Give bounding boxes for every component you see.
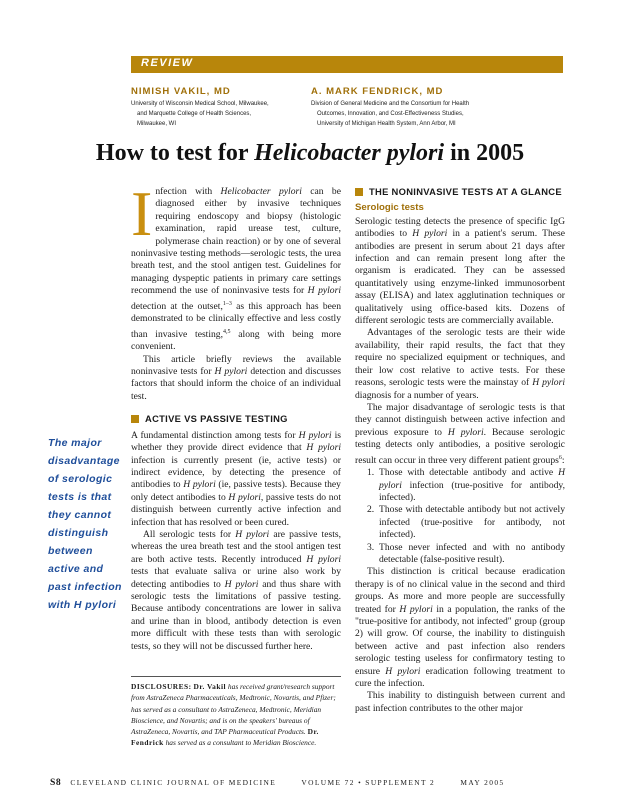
italic-text: H pylori <box>224 578 259 590</box>
author-2 <box>311 86 469 129</box>
author-2-aff-line: Outcomes, Innovation, and Cost-Effectiveness Studies, <box>317 111 464 117</box>
list-number: 2. <box>367 504 375 516</box>
body-text: infection is currently present (ie, active tests) or indirect evidence, by detecting the presence of antibodies to <box>131 454 341 491</box>
italic-text: H pylori <box>385 665 421 677</box>
italic-text: H pylori <box>447 426 484 438</box>
body-text: diagnosis for a number of years. <box>355 389 479 401</box>
italic-text: Helicobacter pylori <box>220 186 302 197</box>
author-2-aff-line: University of Michigan Health System, Ann Arbor, MI <box>317 121 456 127</box>
body-text: , passive tests do not distinguish between currently active infection and infection that has resolved or been cured. <box>131 491 341 528</box>
italic-text: H pylori <box>235 528 270 540</box>
italic-text: H pylori <box>183 479 216 491</box>
italic-text: H pylori <box>228 491 261 503</box>
body-text: Those with detectable antibody and active <box>379 467 559 479</box>
author-1-aff-line: and Marquette College of Health Sciences, <box>137 111 252 117</box>
body-text: has served as a consultant to Meridian Bioscience. <box>163 738 317 748</box>
numbered-list <box>367 467 565 566</box>
body-text: Advantages of the serologic tests are their wide availability, their rapid results, the fact that they require no specialized equipment or techniques, and their low cost relative to active tests. For these reasons, serologic tests were the mainstay of <box>355 327 565 389</box>
journal-volume: VOLUME 72 • SUPPLEMENT 2 <box>301 778 436 787</box>
body-text: in a population, the ranks of the "true-positive for antibody, not infected" group (group 2) will grow. Of course, the inability to distinguish between active and past infection also renders serologic testing useless for confirmatory testing to ensure <box>355 603 565 677</box>
paragraph <box>355 690 565 715</box>
section-tag <box>131 56 563 73</box>
body-text: are passive tests, whereas the urea breath test and the stool antigen test are both active tests. Recently introduced <box>131 528 341 565</box>
citation-superscript: 4,5 <box>223 328 231 335</box>
drop-cap: I <box>131 178 153 249</box>
body-text: Serologic testing detects the presence of specific IgG antibodies to <box>355 215 565 240</box>
body-text: : <box>561 454 565 466</box>
bold-text: Dr. Vakil <box>193 682 227 691</box>
author-2-name: A. MARK FENDRICK, MD <box>311 86 444 97</box>
italic-text: H pylori <box>399 603 433 615</box>
pull-quote-text: The major disadvantage of serologic tests is that they cannot distinguish between active and past infection with <box>48 437 122 611</box>
author-2-affiliation <box>311 99 469 129</box>
pull-quote-italic: H pylori <box>73 599 117 611</box>
author-1-name: NIMISH VAKIL, MD <box>131 86 231 97</box>
italic-text: H pylori <box>412 228 448 240</box>
section-heading-text: ACTIVE VS PASSIVE TESTING <box>145 413 288 425</box>
square-bullet-icon <box>355 188 363 196</box>
pull-quote <box>48 434 128 614</box>
citation-superscript: 6 <box>558 454 562 461</box>
list-number: 1. <box>367 467 375 479</box>
body-text: Those with detectable antibody but not actively infected (true-positive for antibody, not infected). <box>379 504 565 541</box>
bold-text: Dr. Fendrick <box>131 727 319 748</box>
section-heading-text: THE NONINVASIVE TESTS AT A GLANCE <box>369 186 562 197</box>
disclosures <box>131 676 341 749</box>
list-number: 3. <box>367 541 375 553</box>
author-1 <box>131 86 269 129</box>
title-italic: Helicobacter pylori <box>254 140 445 166</box>
section-heading <box>131 413 341 425</box>
page-number: S8 <box>50 777 62 788</box>
list-item <box>367 467 565 504</box>
italic-text: H pylori <box>298 429 332 441</box>
body-text: This distinction is critical because eradication therapy is of no clinical value in the second and third groups. As more and more people are successfully treated for <box>355 566 565 615</box>
body-text: and thus share with serologic tests the limitations of passive testing. Because antibody concentrations are lower in saliva and urine than in blood, antibody detection is even more difficult with these tests than with serologic tests, so they will not be discussed further here. <box>131 578 341 652</box>
title-text: How to test for <box>95 140 255 166</box>
left-column <box>131 178 341 653</box>
body-text: nfection with <box>155 186 221 197</box>
author-1-aff-line: Milwaukee, WI <box>137 121 177 127</box>
italic-text: H pylori <box>307 285 341 297</box>
paragraph <box>355 216 565 328</box>
list-item <box>367 542 565 567</box>
italic-text: H pylori <box>306 553 341 565</box>
section-heading <box>355 186 565 198</box>
italic-text: H pylori <box>379 467 565 491</box>
body-text: All serologic tests for <box>143 528 236 540</box>
subheading: Serologic tests <box>355 202 424 214</box>
body-text: The major disadvantage of serologic tests is that they cannot distinguish between active infection and previous exposure to <box>355 401 565 438</box>
author-1-affiliation <box>131 99 269 129</box>
body-text: detection and discusses factors that should inform the choice of an individual test. <box>131 366 341 402</box>
body-text: eradication following treatment to cure the infection. <box>355 665 566 690</box>
author-2-aff-line: Division of General Medicine and the Consortium for Health <box>311 101 470 107</box>
section-tag-label: REVIEW <box>141 57 194 69</box>
paragraph <box>131 430 341 529</box>
body-text: detection at the outset, <box>131 300 223 312</box>
journal-name: CLEVELAND CLINIC JOURNAL OF MEDICINE <box>70 778 277 787</box>
body-text: A fundamental distinction among tests for <box>131 429 299 441</box>
title-text: in 2005 <box>444 140 525 166</box>
square-bullet-icon <box>131 415 139 423</box>
right-column <box>355 186 565 715</box>
body-text: Those never infected and with no antibody detectable (false-positive result). <box>379 541 565 565</box>
paragraph <box>131 354 341 404</box>
disclosures-label: DISCLOSURES: <box>131 682 192 691</box>
citation-superscript: 1–3 <box>222 300 232 307</box>
disclosures-text <box>131 682 336 747</box>
body-text: has received grant/research support from AstraZeneca Pharmaceuticals, Medtronic, Novartis, and Pfizer; has served as a consultant to AstraZeneca, Medtronic, Meridian Bioscience, and Novartis; and is on the speakers' bureaus of AstraZeneca, Novartis, and TAP Pharmaceutical Products. <box>131 682 336 737</box>
italic-text: H pylori <box>214 366 248 378</box>
paragraph <box>355 566 565 690</box>
body-text: along with being more convenient. <box>131 328 341 353</box>
italic-text: H pylori <box>306 442 341 454</box>
paragraph <box>355 327 565 401</box>
italic-text: H pylori <box>532 377 566 389</box>
body-text: tests that evaluate saliva or urine also work by detecting antibodies to <box>131 566 341 590</box>
body-text: . Because serologic testing detects only antibodies, a positive serologic result can occur in three very different patient groups <box>355 426 565 466</box>
paragraph <box>355 402 565 467</box>
list-item <box>367 504 565 541</box>
body-text: infection (true-positive for antibody, infected). <box>379 479 565 503</box>
article-title <box>0 140 620 167</box>
body-text: This inability to distinguish between current and past infection contributes to the other major <box>355 690 565 714</box>
journal-date: MAY 2005 <box>460 778 505 787</box>
body-text: as this approach has been demonstrated to be clinically effective and less costly than invasive testing, <box>131 300 341 340</box>
paragraph <box>131 529 341 653</box>
author-1-aff-line: University of Wisconsin Medical School, Milwaukee, <box>131 101 269 107</box>
page-footer <box>50 777 570 788</box>
body-text: is whether they provide direct evidence that <box>131 429 341 454</box>
body-text: in a patient's serum. These antibodies are present in serum about 21 days after infection and can remain present long after the organism is eradicated. They can be assessed quantitatively using enzyme-linked immunosorbent assay (ELISA) and latex agglutination techniques or qualitatively using office-based kits. Dozens of different serologic tests are commercially available. <box>355 228 566 327</box>
intro-paragraph <box>131 178 341 354</box>
body-text: (ie, passive tests). Because they only detect antibodies to <box>131 479 341 503</box>
body-text: can be diagnosed either by invasive techniques requiring endoscopy and biopsy (histologic examination, rapid urease test, culture, polymerase chain reaction) or by one of several noninvasive testing methods—serologic tests, the urea breath test, and the stool antigen test. Guidelines for managing dyspeptic patients in primary care settings recommend the use of noninvasive tests for <box>131 186 341 297</box>
body-text: This article briefly reviews the available noninvasive tests for <box>131 353 341 378</box>
